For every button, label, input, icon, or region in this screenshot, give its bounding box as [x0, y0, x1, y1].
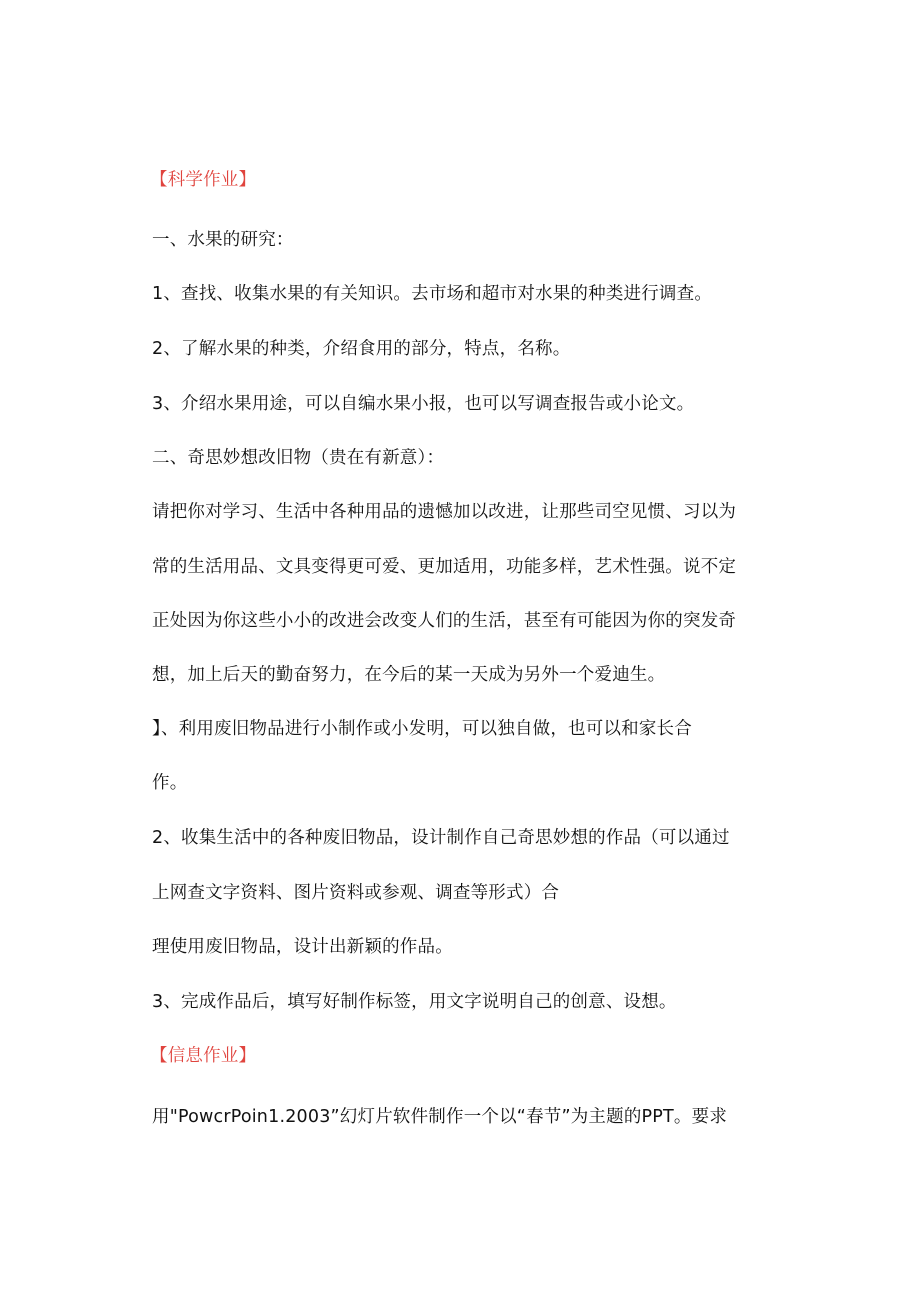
info-heading: 【信息作业】 — [150, 1046, 257, 1066]
section2-title: 二、奇思妙想改旧物（贵在有新意）： — [152, 448, 445, 468]
paragraph-line-1: 请把你对学习、生活中各种用品的遗憾加以改进，让那些司空见惯、习以为 — [152, 502, 737, 522]
section1-title: 一、水果的研究： — [152, 230, 294, 250]
item-2-1-line-1: 】、利用废旧物品进行小制作或小发明，可以独自做，也可以和家长合 — [152, 719, 692, 739]
item-2-1-line-2: 作。 — [152, 773, 188, 793]
paragraph-line-4: 想，加上后天的勤奋努力，在今后的某一天成为另外一个爱迪生。 — [152, 665, 666, 685]
science-heading: 【科学作业】 — [150, 170, 257, 190]
item-2-3: 3、完成作品后，填写好制作标签，用文字说明自己的创意、设想。 — [152, 992, 677, 1012]
paragraph-line-3: 正处因为你这些小小的改进会改变人们的生活，甚至有可能因为你的突发奇 — [152, 611, 737, 631]
item-2-2-line-1: 2、收集生活中的各种废旧物品，设计制作自己奇思妙想的作品（可以通过 — [152, 828, 730, 848]
item-1-2: 2、了解水果的种类，介绍食用的部分，特点，名称。 — [152, 339, 571, 359]
item-2-2-line-2: 上网查文字资料、图片资料或参观、调查等形式）合 — [152, 883, 560, 903]
paragraph-line-2: 常的生活用品、文具变得更可爱、更加适用，功能多样，艺术性强。说不定 — [152, 557, 737, 577]
item-2-2-line-3: 理使用废旧物品，设计出新颖的作品。 — [152, 937, 453, 957]
info-line-1: 用"PowcrPoin1.2003”幻灯片软件制作一个以“春节”为主题的PPT。要求 — [152, 1107, 728, 1127]
item-1-3: 3、介绍水果用途，可以自编水果小报，也可以写调查报告或小论文。 — [152, 394, 695, 414]
item-1-1: 1、查找、收集水果的有关知识。去市场和超市对水果的种类进行调查。 — [152, 284, 713, 304]
